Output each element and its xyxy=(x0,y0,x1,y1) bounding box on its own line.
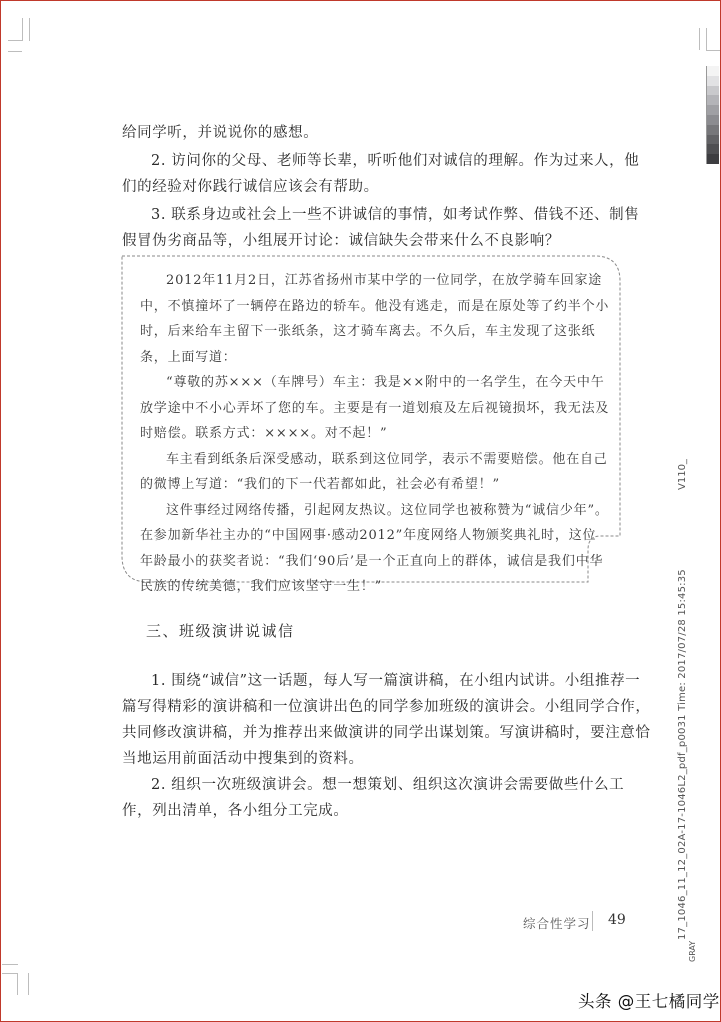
story-text xyxy=(140,268,610,600)
page-number: 49 xyxy=(608,912,626,928)
crop-mark-top-right-v2 xyxy=(706,28,707,50)
intro-paragraph-3: 3. 联系身边或社会上一些不讲诚信的事情，如考试作弊、借钱不还、制售假冒伪劣商品等，小组展开讨论：诚信缺失会带来什么不良影响？ xyxy=(122,207,640,249)
grayscale-calibration-bar xyxy=(706,66,719,164)
crop-mark-bottom-left-h2 xyxy=(2,973,18,974)
file-info-label: 17_1046_11_12_02A-17-1046L2_pdf_p0031 Time: 2017/07/28 15:45:35 xyxy=(677,569,688,940)
footer-section-label: 综合性学习 xyxy=(523,916,591,931)
footer-divider xyxy=(592,911,593,931)
story-paragraph-2: “尊敬的苏×××（车牌号）车主：我是××附中的一名学生，在今天中午放学途中不小心弄坏了您的车。主要是有一道划痕及左后视镜损坏，我无法及时赔偿。联系方式：××××。对不起！” xyxy=(140,375,610,441)
intro-paragraph-1: 给同学听，并说说你的感想。 xyxy=(122,125,319,141)
section-paragraph-2: 2. 组织一次班级演讲会。想一想策划、组织这次演讲会需要做些什么工作，列出清单，各小组分工完成。 xyxy=(122,777,625,819)
crop-mark-bottom-left-h xyxy=(2,964,18,965)
crop-mark-top-right-v xyxy=(699,28,700,50)
story-paragraph-1: 2012年11月2日，江苏省扬州市某中学的一位同学，在放学骑车回家途中，不慎撞坏了一辆停在路边的轿车。他没有逃走，而是在原处等了约半个小时，后来给车主留下一张纸条，这才骑车离去。不久后，车主发现了这张纸条，上面写道： xyxy=(140,273,610,365)
intro-paragraph-2: 2. 访问你的父母、老师等长辈，听听他们对诚信的理解。作为过来人，他们的经验对你践行诚信应该会有帮助。 xyxy=(122,153,640,195)
version-label: V110_ xyxy=(677,459,688,490)
gray-label: GRAY xyxy=(688,940,697,962)
crop-mark-bottom-left-v xyxy=(17,973,18,995)
story-paragraph-4: 这件事经过网络传播，引起网友热议。这位同学也被称赞为“诚信少年”。在参加新华社主办的“中国网事·感动2012”年度网络人物颁奖典礼时，这位年龄最小的获奖者说：“我们‘90后’是一个正直向上的群体，诚信是我们中华民族的传统美德，我们应该坚守一生！” xyxy=(140,502,609,594)
crop-mark-bottom-left-v2 xyxy=(28,973,29,995)
story-paragraph-3: 车主看到纸条后深受感动，联系到这位同学，表示不需要赔偿。他在自己的微博上写道：“我们的下一代若都如此，社会必有希望！” xyxy=(140,451,608,492)
section-paragraph-1: 1. 围绕“诚信”这一话题，每人写一篇演讲稿，在小组内试讲。小组推荐一篇写得精彩的演讲稿和一位演讲出色的同学参加班级的演讲会。小组同学合作，共同修改演讲稿，并为推荐出来做演讲的同学出谋划策。写演讲稿时，要注意恰当地运用前面活动中搜集到的资料。 xyxy=(122,673,651,767)
crop-mark-top-left-h2 xyxy=(8,51,22,52)
crop-mark-top-right-h xyxy=(706,50,720,51)
story-box xyxy=(120,254,625,594)
watermark: 头条 @王七橘同学 xyxy=(578,992,720,1011)
crop-mark-top-left-h xyxy=(8,40,22,41)
crop-mark-top-left-v xyxy=(22,18,23,41)
crop-mark-top-left-v2 xyxy=(29,18,30,41)
section-title: 三、班级演讲说诚信 xyxy=(146,622,295,640)
